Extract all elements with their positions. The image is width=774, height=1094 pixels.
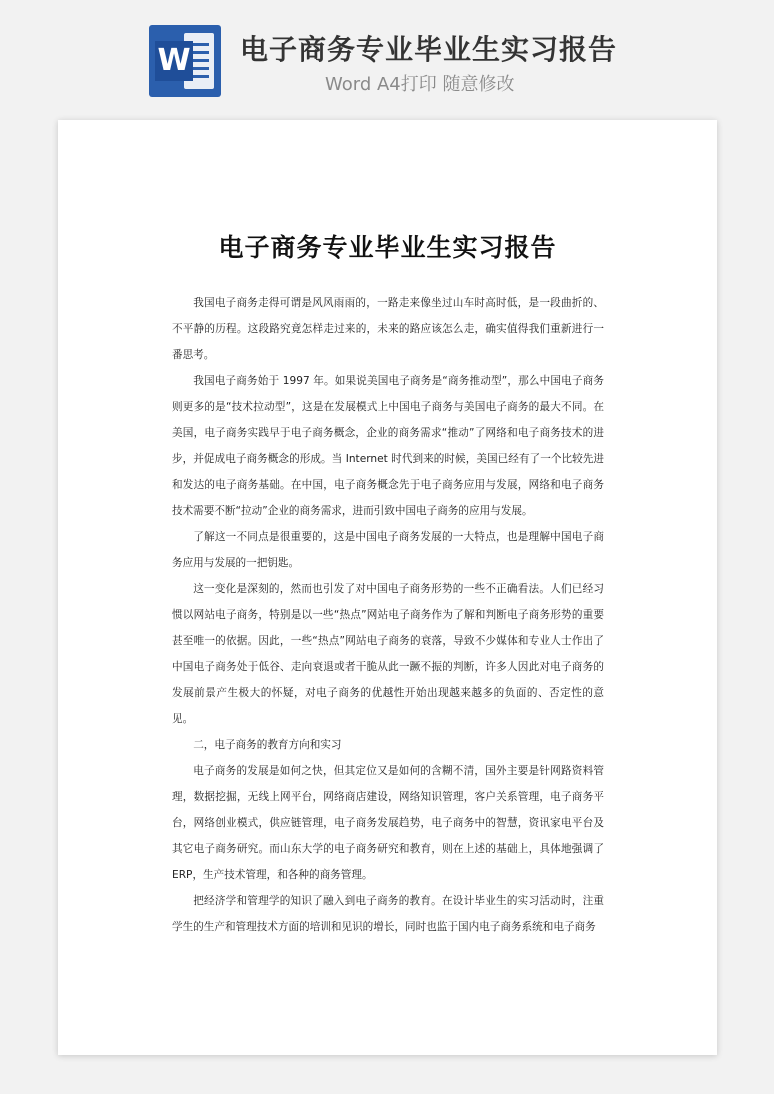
section-heading: 二，电子商务的教育方向和实习 (193, 739, 342, 751)
paragraph: 电子商务的发展是如何之快，但其定位又是如何的含糊不清，国外主要是针网路资料管理，数据挖掘，无线上网平台，网络商店建设，网络知识管理，客户关系管理，电子商务平台，网络创业模式，供应链管理，电子商务发展趋势，电子商务中的智慧，资讯家电平台及其它电子商务研究。而山东大学的电子商务研究和教育，则在上述的基础上，具体地强调了 ERP，生产技术管理，和各种的商务管理。 (172, 765, 604, 881)
paragraph: 了解这一不同点是很重要的，这是中国电子商务发展的一大特点，也是理解中国电子商务应用与发展的一把钥匙。 (172, 531, 604, 569)
header-subtitle: Word A4打印 随意修改 (325, 74, 515, 95)
header-title: 电子商务专业毕业生实习报告 (240, 33, 618, 66)
paragraph: 我国电子商务始于 1997 年。如果说美国电子商务是“商务推动型”，那么中国电子商务则更多的是“技术拉动型”，这是在发展模式上中国电子商务与美国电子商务的最大不同。在美国，电子商务实践早于电子商务概念，企业的商务需求“推动”了网络和电子商务技术的进步，并促成电子商务概念的形成。当 Internet 时代到来的时候，美国已经有了一个比较先进和发达的电子商务基础。在中国，电子商务概念先于电子商务应用与发展，网络和电子商务技术需要不断“拉动”企业的商务需求，进而引致中国电子商务的应用与发展。 (172, 375, 604, 517)
document-page (58, 120, 717, 1055)
document-title: 电子商务专业毕业生实习报告 (218, 233, 557, 262)
paragraph: 我国电子商务走得可谓是风风雨雨的，一路走来像坐过山车时高时低，是一段曲折的、不平静的历程。这段路究竟怎样走过来的，未来的路应该怎么走，确实值得我们重新进行一番思考。 (172, 297, 604, 361)
word-icon (149, 25, 221, 97)
paragraph: 这一变化是深刻的，然而也引发了对中国电子商务形势的一些不正确看法。人们已经习惯以网站电子商务，特别是以一些“热点”网站电子商务作为了解和判断电子商务形势的重要甚至唯一的依据。因此，一些“热点”网站电子商务的衰落，导致不少媒体和专业人士作出了中国电子商务处于低谷、走向衰退或者干脆从此一蹶不振的判断，许多人因此对电子商务的发展前景产生极大的怀疑，对电子商务的优越性开始出现越来越多的负面的、否定性的意见。 (172, 583, 604, 725)
paragraph: 把经济学和管理学的知识了融入到电子商务的教育。在设计毕业生的实习活动时，注重学生的生产和管理技术方面的培训和见识的增长，同时也监于国内电子商务系统和电子商务 (172, 895, 604, 933)
document-body (172, 290, 604, 940)
header (0, 0, 774, 110)
word-letter: W (155, 41, 193, 81)
